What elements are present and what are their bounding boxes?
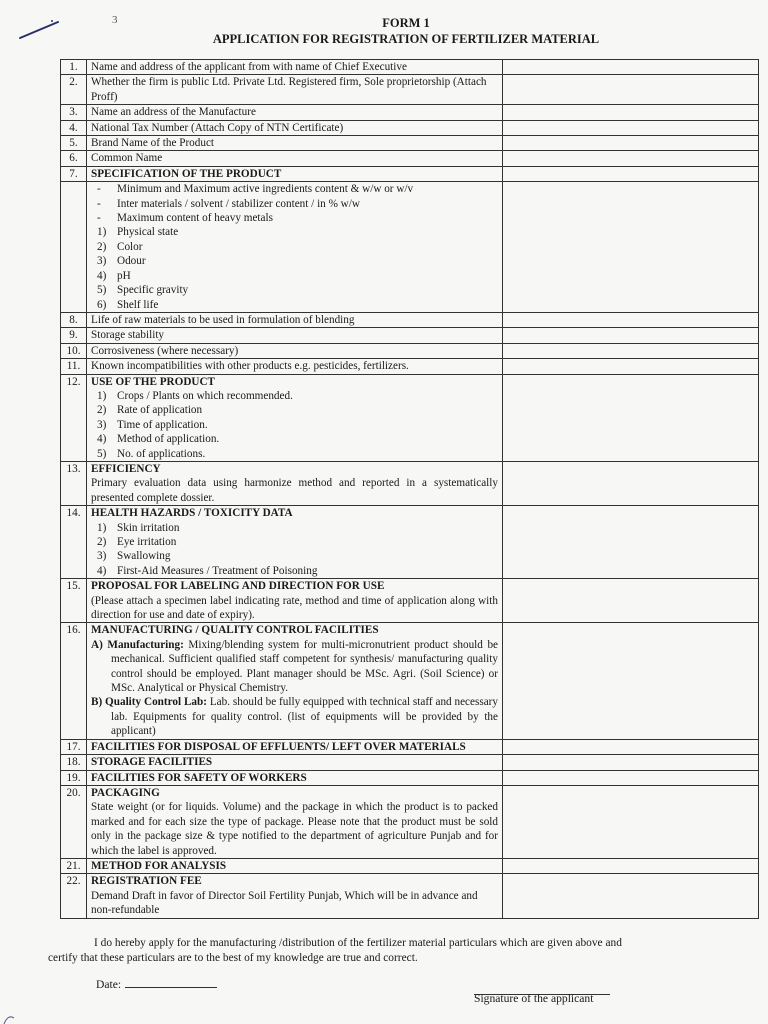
item-number: 13. [61,461,87,505]
section-title: STORAGE FACILITIES [87,755,503,770]
response-cell[interactable] [503,770,759,785]
response-cell[interactable] [503,151,759,166]
item-text: State weight (or for liquids. Volume) and the package in which the product is to packed marked and for each size the type of package. Please note that the product must be sold only in the package size & type notified to the department of agriculture Punjab and for which the label is approved. [91,801,498,857]
item-number: 15. [61,579,87,623]
table-row [61,374,759,461]
response-cell[interactable] [503,328,759,343]
item-number: 9. [61,328,87,343]
sub-item: 2) Eye irritation [97,536,177,548]
response-cell[interactable] [503,182,759,313]
response-cell[interactable] [503,343,759,358]
item-number: 2. [61,75,87,105]
declaration-line-1: I do hereby apply for the manufacturing /distribution of the fertilizer material particulars which are given above and [94,937,622,949]
table-row [61,785,759,858]
item-text: Common Name [87,151,503,166]
sub-item: 3) Odour [97,255,146,268]
sub-item: 5) No. of applications. [97,447,206,460]
section-title: EFFICIENCY [91,462,161,475]
sub-item: 1) Physical state [97,226,179,239]
sub-item: 4) pH [97,269,131,282]
table-row [61,343,759,358]
signature-label: Signature of the applicant [474,992,594,1005]
item-number: 7. [61,166,87,181]
item-number: 19. [61,770,87,785]
sub-item: 5) Specific gravity [97,284,189,297]
scan-artifact-mark [2,1012,18,1024]
item-text: Name and address of the applicant from with name of Chief Executive [87,60,503,75]
response-cell[interactable] [503,359,759,374]
response-cell[interactable] [503,461,759,505]
item-number: 12. [61,374,87,461]
item-text: National Tax Number (Attach Copy of NTN Certificate) [87,120,503,135]
form-number: FORM 1 [382,16,430,30]
table-row [61,182,759,313]
section-title: METHOD FOR ANALYSIS [87,858,503,873]
section-title: MANUFACTURING / QUALITY CONTROL FACILITIES [91,624,379,637]
table-row [61,166,759,181]
table-row [61,60,759,75]
response-cell[interactable] [503,858,759,873]
table-row [61,739,759,754]
sub-item: 1) Crops / Plants on which recommended. [97,389,293,402]
item-text: Primary evaluation data using harmonize method and reported in a systematically presented complete dossier. [91,477,498,504]
section-title: FACILITIES FOR DISPOSAL OF EFFLUENTS/ LEFT OVER MATERIALS [87,739,503,754]
item-number: 10. [61,343,87,358]
table-row [61,105,759,120]
item-text: Life of raw materials to be used in formulation of blending [87,312,503,327]
item-number: 5. [61,136,87,151]
sub-item: 4) First-Aid Measures / Treatment of Poisoning [97,564,318,577]
sub-item-list [87,182,503,313]
sub-item: 2) Color [97,240,143,253]
item-number: 20. [61,785,87,858]
table-row [61,120,759,135]
date-input-line[interactable] [125,977,217,988]
response-cell[interactable] [503,785,759,858]
item-number: 6. [61,151,87,166]
table-row [61,858,759,873]
table-row [61,874,759,918]
sub-item: - Minimum and Maximum active ingredients content & w/w or w/v [97,183,414,196]
response-cell[interactable] [503,60,759,75]
item-text: Name an address of the Manufacture [87,105,503,120]
item-text: Brand Name of the Product [87,136,503,151]
section-title: SPECIFICATION OF THE PRODUCT [87,166,503,181]
response-cell[interactable] [503,312,759,327]
sub-item: 3) Swallowing [97,550,171,563]
quality-control-paragraph: B) Quality Control Lab: Lab. should be fully equipped with technical staff and necessary lab. Equipments for quality control. (list of equipments will be provided by the applicant) [91,696,498,738]
response-cell[interactable] [503,874,759,918]
item-number: 18. [61,755,87,770]
response-cell[interactable] [503,579,759,623]
table-row [61,770,759,785]
item-text: Corrosiveness (where necessary) [87,343,503,358]
item-number: 14. [61,506,87,579]
item-text: (Please attach a specimen label indicating rate, method and time of application along with direction for use and date of expiry). [91,594,498,622]
response-cell[interactable] [503,374,759,461]
table-row [61,506,759,579]
sub-item: - Maximum content of heavy metals [97,212,273,225]
form-title: APPLICATION FOR REGISTRATION OF FERTILIZER MATERIAL [212,32,600,46]
application-form-table [60,59,759,919]
response-cell[interactable] [503,105,759,120]
section-title: REGISTRATION FEE [91,875,202,888]
table-row [61,328,759,343]
sub-item: 4) Method of application. [97,433,220,446]
section-title: USE OF THE PRODUCT [91,375,216,388]
item-number: 16. [61,623,87,739]
table-row [61,151,759,166]
table-row [61,359,759,374]
table-row [61,461,759,505]
response-cell[interactable] [503,623,759,739]
sub-item: 2) Rate of application [97,404,203,417]
response-cell[interactable] [503,75,759,105]
item-number: 1. [61,60,87,75]
declaration-text [48,936,708,966]
manufacturing-paragraph: A) Manufacturing: Mixing/blending system for multi-micronutrient product should be mechanical. Sufficient qualified staff competent for synthesis/ manufacturing quality control should be employed. Plant manager should be MSc. Agri. (Soil Science) or MSc. Analytical or Physical Chemistry. [91,638,498,695]
item-number: 3. [61,105,87,120]
table-row [61,579,759,623]
response-cell[interactable] [503,120,759,135]
declaration-line-2: certify that these particulars are to the best of my knowledge are true and correct. [48,952,418,964]
sub-item: - Inter materials / solvent / stabilizer content / in % w/w [97,197,360,210]
table-row [61,75,759,105]
item-number: 4. [61,120,87,135]
item-number: 21. [61,858,87,873]
response-cell[interactable] [503,755,759,770]
table-row [61,312,759,327]
sub-item: 1) Skin irritation [97,521,180,534]
section-title: HEALTH HAZARDS / TOXICITY DATA [91,507,293,520]
table-row [61,136,759,151]
table-row [61,755,759,770]
response-cell[interactable] [503,136,759,151]
section-title: FACILITIES FOR SAFETY OF WORKERS [87,770,503,785]
item-number: 17. [61,739,87,754]
corner-mark: 3 [112,14,118,26]
date-label: Date: [96,978,122,991]
response-cell[interactable] [503,506,759,579]
item-number: 22. [61,874,87,918]
response-cell[interactable] [503,166,759,181]
item-number: 8. [61,312,87,327]
item-text: Known incompatibilities with other products e.g. pesticides, fertilizers. [87,359,503,374]
item-text: Whether the firm is public Ltd. Private Ltd. Registered firm, Sole proprietorship (Attach Proff) [87,75,503,105]
sub-item: 3) Time of application. [97,418,208,431]
table-row [61,623,759,739]
section-title: PROPOSAL FOR LABELING AND DIRECTION FOR USE [91,580,385,593]
date-field [96,977,217,991]
sub-item: 6) Shelf life [97,298,159,311]
item-text: Demand Draft in favor of Director Soil Fertility Punjab, Which will be in advance and non-refundable [91,889,478,917]
item-number: 11. [61,359,87,374]
response-cell[interactable] [503,739,759,754]
item-text: Storage stability [87,328,503,343]
section-title: PACKAGING [91,786,160,799]
